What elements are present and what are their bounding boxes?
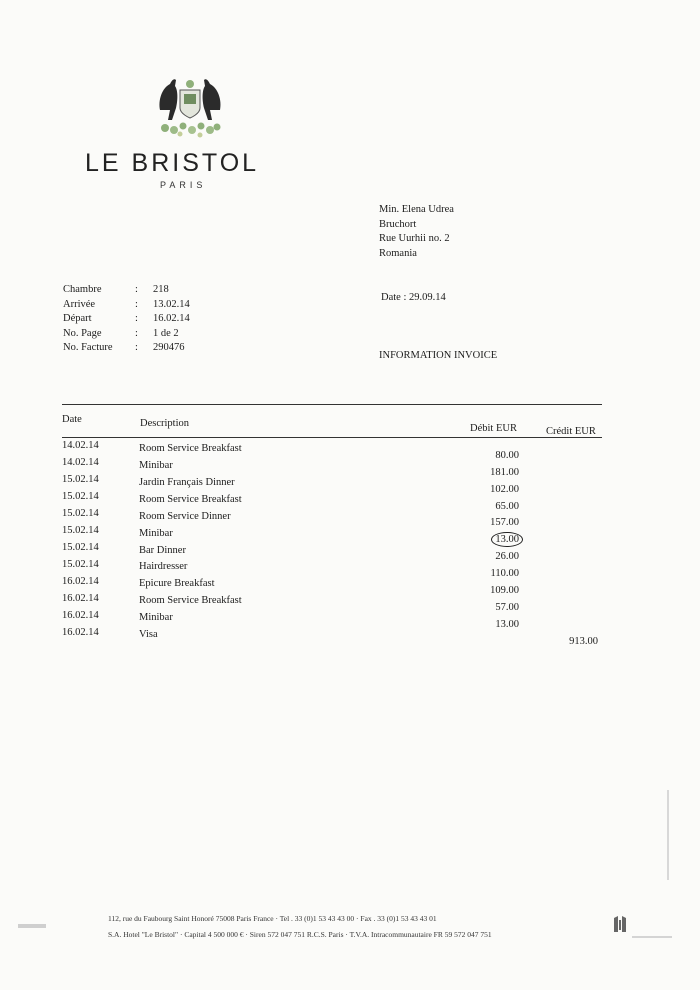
row-description: Minibar	[139, 460, 173, 471]
column-header-description: Description	[140, 418, 189, 429]
collection-mark-icon	[18, 922, 46, 930]
brand-city: PARIS	[160, 180, 207, 190]
colon: :	[135, 313, 138, 324]
colon: :	[135, 298, 138, 310]
colon: :	[135, 284, 138, 295]
column-header-debit: Débit EUR	[470, 423, 517, 434]
row-description: Epicure Breakfast	[139, 578, 215, 589]
footer-legal: S.A. Hotel "Le Bristol" · Capital 4 500 000 € · Siren 572 047 751 R.C.S. Paris · T.V.A. Intracommunautaire FR 59 572 047 751	[108, 930, 492, 939]
row-debit: 26.00	[495, 551, 519, 562]
brand-name: LE BRISTOL	[85, 149, 260, 177]
row-debit: 57.00	[495, 602, 519, 613]
row-description: Minibar	[139, 612, 173, 623]
row-description: Room Service Breakfast	[139, 595, 242, 606]
row-credit: 913.00	[569, 636, 598, 647]
row-description: Hairdresser	[139, 561, 188, 572]
footer-address: 112, rue du Faubourg Saint Honoré 75008 Paris France · Tel . 33 (0)1 53 43 43 00 · Fax . 33 (0)1 53 43 43 01	[108, 914, 437, 923]
document-title: INFORMATION INVOICE	[379, 350, 498, 361]
row-description: Room Service Dinner	[139, 511, 231, 522]
footer-left-mark	[18, 922, 46, 932]
row-date: 15.02.14	[62, 525, 99, 536]
recipient-address	[379, 203, 454, 261]
invoice-date: Date : 29.09.14	[381, 292, 446, 303]
address-line: Bruchort	[379, 218, 417, 230]
row-description: Room Service Breakfast	[139, 494, 242, 505]
row-debit: 110.00	[490, 568, 519, 579]
footer-right-line-icon	[632, 935, 672, 939]
hotel-crest-logo	[150, 70, 230, 142]
row-date: 15.02.14	[62, 491, 99, 502]
row-description: Minibar	[139, 528, 173, 539]
table-header-rule	[62, 437, 602, 438]
row-debit-circled	[459, 534, 519, 545]
row-date: 14.02.14	[62, 440, 99, 451]
column-header-date: Date	[62, 414, 82, 425]
row-debit: 65.00	[495, 501, 519, 512]
row-date: 15.02.14	[62, 508, 99, 519]
circled-amount: 13.00	[491, 532, 523, 547]
row-date: 14.02.14	[62, 457, 99, 468]
stay-value: 1 de 2	[153, 327, 179, 339]
address-line: Min. Elena Udrea	[379, 204, 454, 215]
row-debit: 80.00	[495, 450, 519, 461]
row-date: 16.02.14	[62, 610, 99, 621]
row-date: 15.02.14	[62, 542, 99, 553]
row-debit: 102.00	[490, 484, 519, 495]
row-debit: 157.00	[490, 517, 519, 528]
stay-value: 13.02.14	[153, 298, 190, 310]
row-date: 16.02.14	[62, 593, 99, 604]
footer-right-mark	[632, 935, 672, 940]
address-line: Rue Uurhii no. 2	[379, 233, 450, 244]
stay-value: 290476	[153, 342, 185, 353]
address-line: Romania	[379, 247, 417, 259]
row-date: 16.02.14	[62, 627, 99, 638]
row-description: Bar Dinner	[139, 545, 186, 556]
stay-label: Arrivée	[63, 298, 96, 310]
row-description: Jardin Français Dinner	[139, 477, 235, 488]
row-debit: 181.00	[490, 467, 519, 478]
row-date: 15.02.14	[62, 474, 99, 485]
stay-label: Départ	[63, 313, 92, 324]
scan-artifact	[667, 790, 669, 880]
row-date: 15.02.14	[62, 559, 99, 570]
colon: :	[135, 327, 138, 339]
row-date: 16.02.14	[62, 576, 99, 587]
stay-value: 16.02.14	[153, 313, 190, 324]
footer-crest-icon	[612, 914, 628, 934]
table-top-rule	[62, 404, 602, 405]
stay-label: Chambre	[63, 284, 102, 295]
stay-label: No. Facture	[63, 342, 113, 353]
row-description: Room Service Breakfast	[139, 443, 242, 454]
colon: :	[135, 342, 138, 353]
column-header-credit: Crédit EUR	[546, 426, 596, 437]
stay-value: 218	[153, 284, 169, 295]
stay-label: No. Page	[63, 327, 102, 339]
row-debit: 109.00	[490, 585, 519, 596]
row-description: Visa	[139, 629, 158, 640]
row-debit: 13.00	[495, 619, 519, 630]
